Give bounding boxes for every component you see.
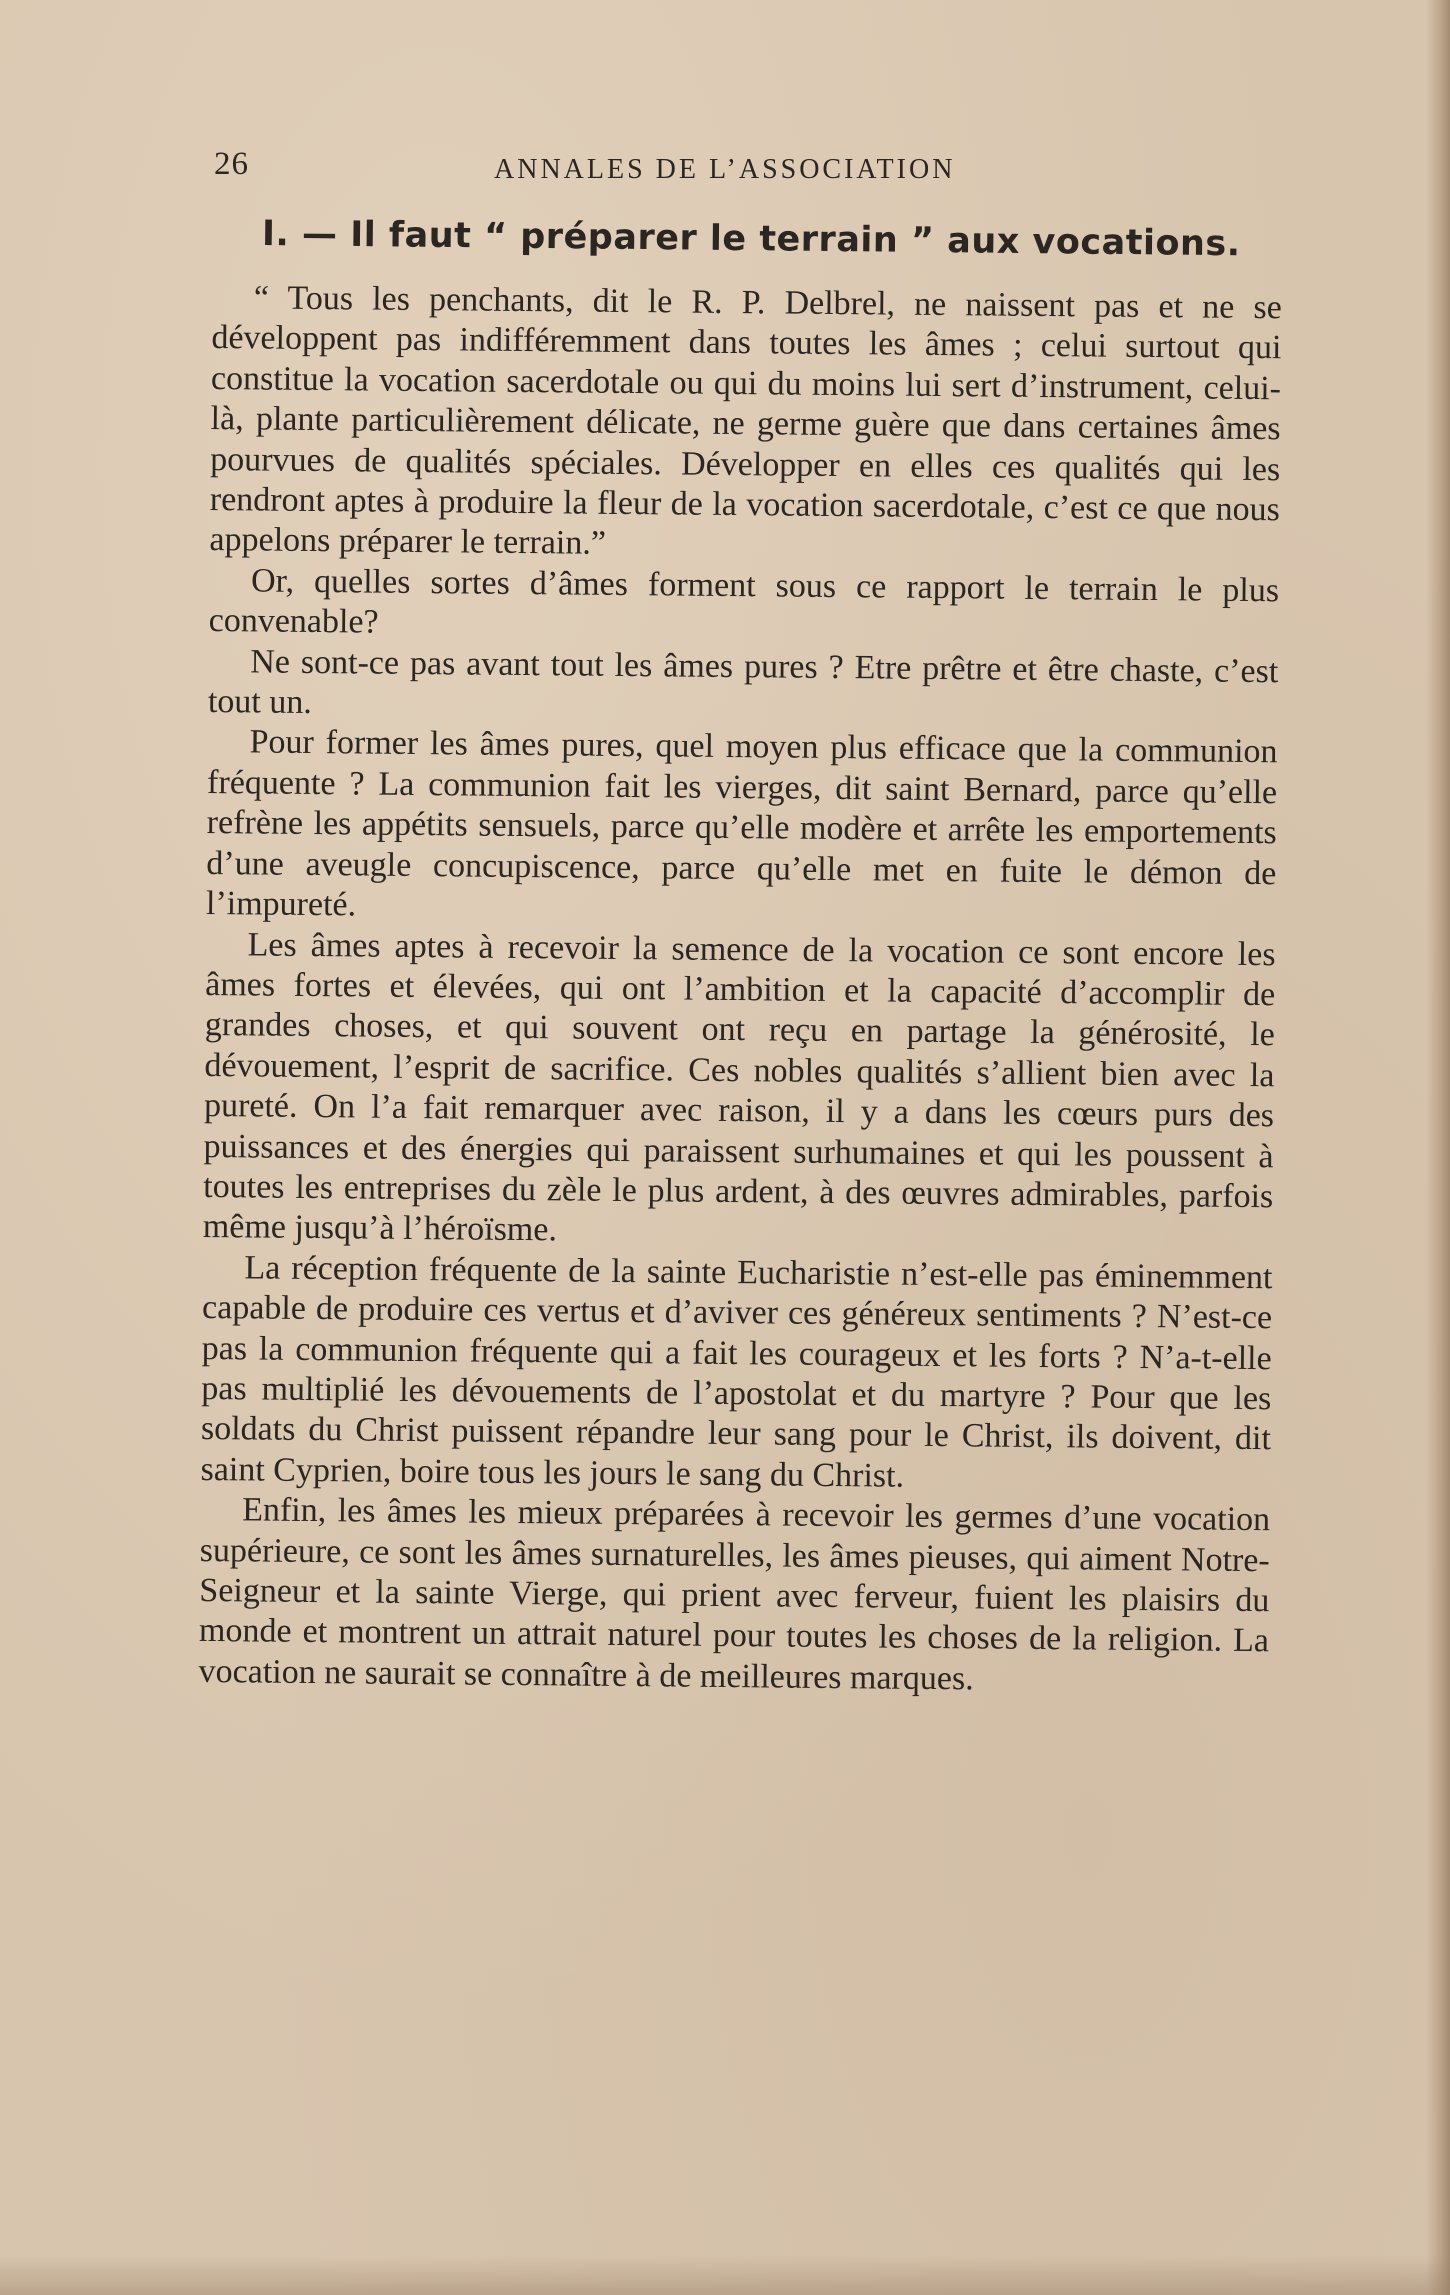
paragraph: Or, quelles sortes d’âmes forment sous ce rapport le terrain le plus convenable? bbox=[208, 562, 1280, 641]
page-bottom-shadow bbox=[0, 2255, 1450, 2295]
page-number: 26 bbox=[214, 146, 249, 182]
running-title: ANNALES DE L’ASSOCIATION bbox=[494, 154, 956, 185]
running-head bbox=[214, 146, 1044, 190]
paragraph: Pour former les âmes pures, quel moyen plus efficace que la communion fréquente ? La communion fait les vierges, dit saint Bernard, parce qu’elle refrène les appétits sensuels, parce qu’elle modère et arrête les emportements d’une aveugle concupiscence, parce qu’elle met en fuite le démon de l’impureté. bbox=[205, 723, 1278, 924]
body-text bbox=[198, 278, 1282, 1702]
paragraph: Ne sont-ce pas avant tout les âmes pures ? Etre prêtre et être chaste, c’est tout un. bbox=[207, 643, 1279, 722]
paragraph: Enfin, les âmes les mieux préparées à recevoir les germes d’une vocation supérieure, ce sont les âmes surnaturelles, les âmes pieuses, qui aiment Notre-Seigneur et la sainte Vierge, qui prient avec ferveur, fuient les plaisirs du monde et montrent un attrait naturel pour toutes les choses de la religion. La vocation ne saurait se connaître à de meilleures marques. bbox=[198, 1491, 1271, 1698]
paragraph: Les âmes aptes à recevoir la semence de la vocation ce sont encore les âmes fortes et élevées, qui ont l’ambition et la capacité d’accomplir de grandes choses, et qui souvent ont reçu en partage la générosité, le dévouement, l’esprit de sacrifice. Ces nobles qualités s’allient bien avec la pureté. On l’a fait remarquer avec raison, il y a dans les cœurs purs des puissances et des énergies qui paraissent surhumaines et qui les poussent à toutes les entreprises du zèle le plus ardent, à des œuvres admirables, parfois même jusqu’à l’héroïsme. bbox=[202, 925, 1276, 1249]
paragraph: La réception fréquente de la sainte Eucharistie n’est-elle pas éminemment capable de produire ces vertus et d’aviver ces généreux sentiments ? N’est-ce pas la communion fréquente qui a fait les courageux et les forts ? N’a-t-elle pas multiplié les dévouements de l’apostolat et du martyre ? Pour que les soldats du Christ puissent répandre leur sang pour le Christ, ils doivent, dit saint Cyprien, boire tous les jours le sang du Christ. bbox=[200, 1249, 1273, 1495]
page-edge-shadow bbox=[1426, 0, 1450, 2295]
paragraph: “ Tous les penchants, dit le R. P. Delbrel, ne naissent pas et ne se développent pas indifféremment dans toutes les âmes ; celui surtout qui constitue la vocation sacerdotale ou qui du moins lui sert d’instrument, celui-là, plante particulièrement délicate, ne germe guère que dans certaines âmes pourvues de qualités spéciales. Développer en elles ces qualités qui les rendront aptes à produire la fleur de la vocation sacerdotale, c’est ce que nous appelons préparer le terrain.” bbox=[209, 279, 1282, 563]
section-heading: I. — Il faut “ préparer le terrain ” aux vocations. bbox=[261, 214, 1241, 265]
